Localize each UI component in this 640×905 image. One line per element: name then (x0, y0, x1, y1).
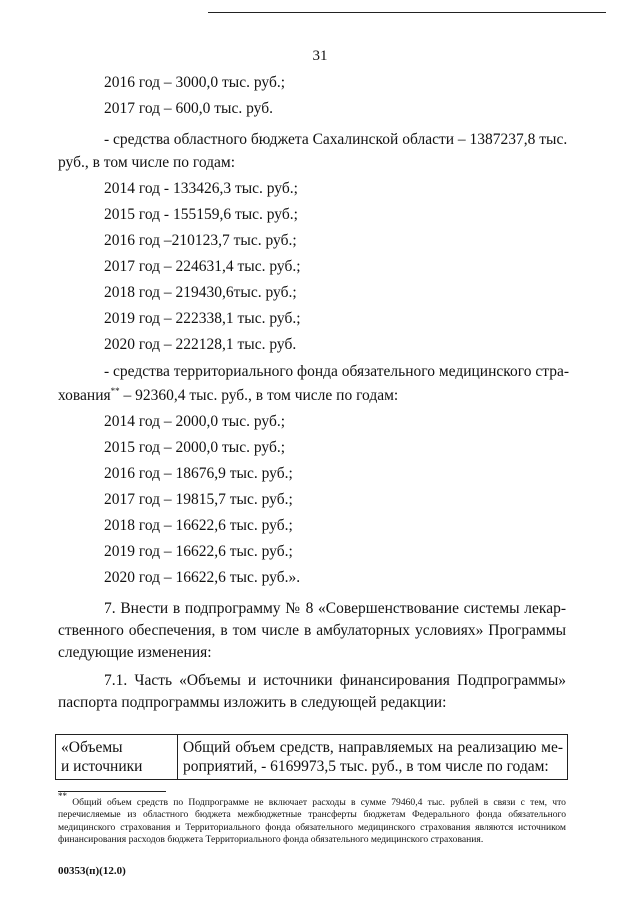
footnote-mark: ** (58, 791, 67, 801)
text-line: 7.1. Часть «Объемы и источники финансирования Подпрограммы» (104, 672, 566, 689)
funding-table (55, 734, 568, 780)
table-cell-value (178, 735, 568, 780)
text-line: 2019 год – 16622,6 тыс. руб.; (104, 543, 293, 560)
table-row (56, 735, 568, 780)
text-line: 2014 год - 133426,3 тыс. руб.; (104, 180, 298, 197)
text-line-end: – 92360,4 тыс. руб., в том числе по годам: (123, 387, 399, 404)
text-line: - средства территориального фонда обязательного медицинского стра- (104, 363, 569, 380)
text-line (58, 387, 398, 405)
cell-line: роприятий, - 6169973,5 тыс. руб., в том числе по годам: (183, 758, 549, 775)
text-line: 2016 год – 18676,9 тыс. руб.; (104, 465, 293, 482)
text-line: 2017 год – 19815,7 тыс. руб.; (104, 491, 293, 508)
text-line: следующие изменения: (58, 644, 212, 661)
text-line: ственного обеспечения, в том числе в амбулаторных условиях» Программы (58, 622, 566, 639)
text-line: 2016 год –210123,7 тыс. руб.; (104, 232, 297, 249)
text-line-start: хования (58, 387, 111, 404)
text-line: 2017 год – 224631,4 тыс. руб.; (104, 258, 301, 275)
text-line: - средства областного бюджета Сахалинской области – 1387237,8 тыс. (104, 131, 568, 148)
footnote-text: Общий объем средств по Подпрограмме не включает расходы в сумме 79460,4 тыс. рублей в связи с тем, что перечисляемые из областного бюджета межбюджетные трансферты бюджетам Федерального фонда обязательного медицинского страхования и Территориального фонда обязательного медицинского страхования являются источником финансирования расходов бюджета Территориального фонда обязательного медицинского страхования. (58, 797, 566, 846)
text-line: 2019 год – 222338,1 тыс. руб.; (104, 310, 301, 327)
cell-line: Общий объем средств, направляемых на реализацию ме- (183, 739, 563, 756)
text-line: 2015 год – 2000,0 тыс. руб.; (104, 439, 286, 456)
text-line: 7. Внести в подпрограмму № 8 «Совершенствование системы лекар- (104, 600, 566, 617)
text-line: 2020 год – 16622,6 тыс. руб.». (104, 569, 301, 586)
text-line: 2018 год – 219430,6тыс. руб.; (104, 284, 297, 301)
cell-line: «Объемы (61, 739, 123, 756)
text-line: руб., в том числе по годам: (58, 154, 236, 171)
text-line: 2017 год – 600,0 тыс. руб. (104, 100, 273, 117)
document-code: 00353(п)(12.0) (58, 865, 126, 877)
text-line: 2014 год – 2000,0 тыс. руб.; (104, 413, 286, 430)
text-line: паспорта подпрограммы изложить в следующей редакции: (58, 694, 447, 711)
footnote-marker: ** (110, 386, 120, 396)
footnote-separator (58, 791, 166, 792)
table-cell-label (56, 735, 178, 780)
footnote (58, 791, 566, 847)
cell-line: и источники (61, 758, 143, 775)
text-line: 2018 год – 16622,6 тыс. руб.; (104, 517, 293, 534)
text-line: 2015 год - 155159,6 тыс. руб.; (104, 206, 298, 223)
text-line: 2020 год – 222128,1 тыс. руб. (104, 336, 297, 353)
top-rule (208, 12, 606, 13)
text-line: 2016 год – 3000,0 тыс. руб.; (104, 74, 286, 91)
page-number: 31 (312, 48, 328, 64)
